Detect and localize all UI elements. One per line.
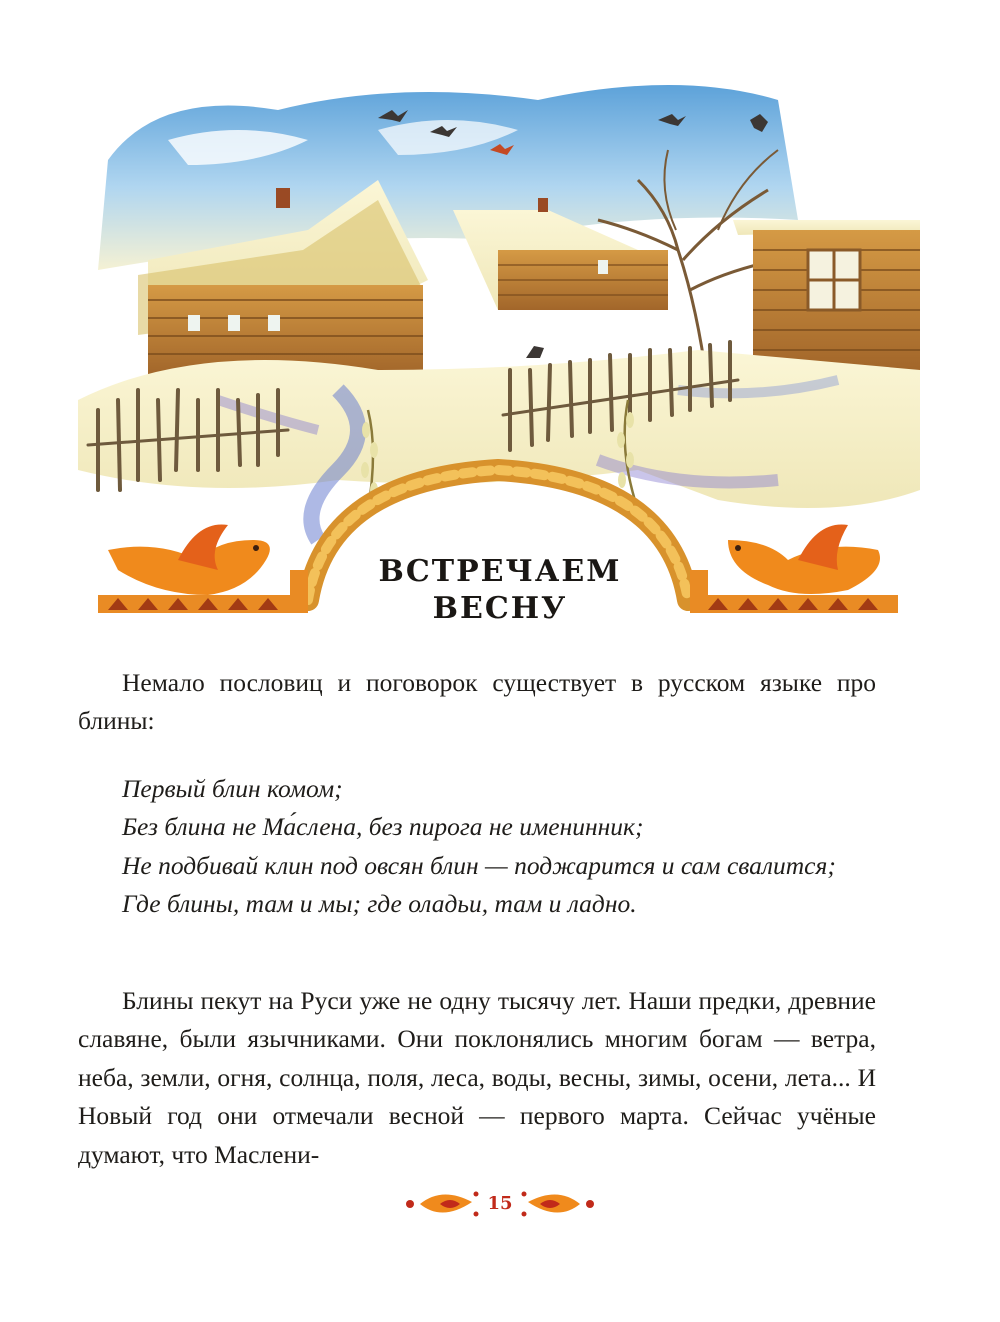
chapter-title [330,553,670,627]
chapter-title-line-1: ВСТРЕЧАЕМ [378,554,622,589]
house-right [733,220,920,370]
proverb-2: Без блина не Ма́слена, без пирога не именинник; [122,812,644,842]
snowy-ground [78,350,920,540]
page-number-ornament [380,1182,620,1226]
proverb-1: Первый блин комом; [122,774,343,803]
proverbs-list [78,770,876,924]
body-paragraph-block [78,982,876,1174]
proverb-4: Где блины, там и мы; где оладьи, там и ладно. [122,889,637,919]
intro-paragraph: Немало пословиц и поговорок существует в русском языке про блины: [78,668,876,736]
bird-left-ornament [108,524,270,595]
body-paragraph: Блины пекут на Руси уже не одну тысячу лет. Наши предки, древние славяне, были язычниками. Они поклонялись многим богам — ветра, неба, земли, огня, солнца, поля, леса, воды, весны, зимы, осени, лета... И Новый год они отмечали весной — первого марта. Сейчас учёные думают, что Маслени- [78,986,876,1169]
intro-paragraph-block [78,664,876,741]
sky [98,85,798,270]
proverb-3: Не подбивай клин под овсян блин — поджарится и сам свалится; [122,850,836,880]
page-number: 15 [487,1193,513,1214]
bird-right-ornament [728,524,880,594]
winter-village-illustration [78,70,920,630]
chapter-title-line-2: ВЕСНУ [432,591,568,626]
